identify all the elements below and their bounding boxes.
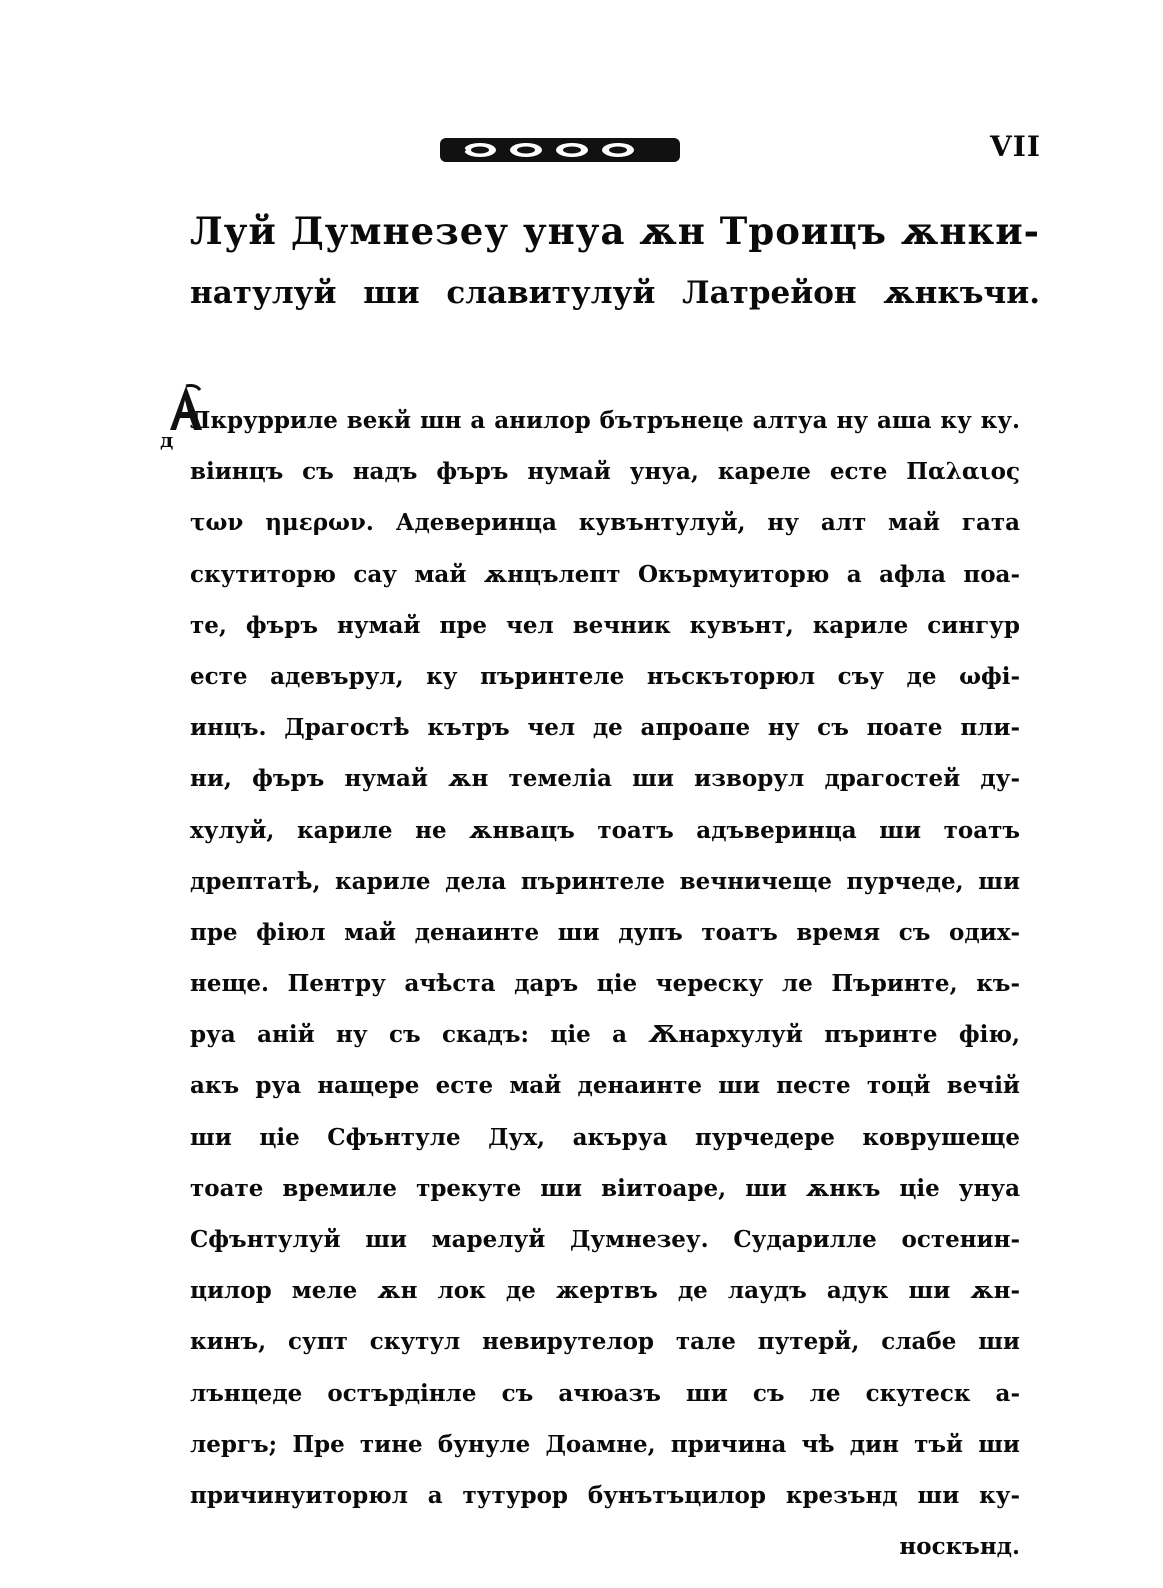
text-line: των ημερων. Адеверинца кувънтулуй, ну алт май гата [190,509,1020,537]
floral-vine-ornament-icon [440,130,680,170]
text-line: Сфънтулуй ши марелуй Думнезеу. Сударилле остенин- [190,1226,1020,1253]
text-line: скутиторю сау май ѫнцълепт Окърмуиторю а афла поа- [190,560,1020,588]
text-line: ни, фъръ нумай ѫн темеліа ши изворул драгостей ду- [190,765,1020,793]
title-line: Луй Думнезеу унуа ѫн Троицъ ѫнки- [190,209,1040,253]
text-line: неще. Пентру ачѣста даръ ціе череску ле Пъринте, къ- [190,970,1020,998]
text-line: те, фъръ нумай пре чел вечник кувънт, кариле сингур [190,611,1020,639]
text-line: инцъ. Драгостѣ кътръ чел де апроапе ну съ поате пли- [190,714,1020,742]
text-line: цилор меле ѫн лок де жертвъ де лаудъ адук ши ѫн- [190,1277,1020,1305]
margin-mark: д [160,428,174,452]
text-line: причинуиторюл а тутурор бунътъцилор крезънд ши ку- [190,1481,1020,1509]
text-line: дрептатѣ, кариле дела пъринтеле вечничеще пурчеде, ши [190,867,1020,895]
text-line: Лкрурриле векй шн а анилор бътрънеце алтуа ну аша ку ку. [190,407,1020,434]
text-line: пре фіюл май денаинте ши дупъ тоатъ время съ одих- [190,918,1020,946]
text-line: лънцеде остърдінле съ ачюазъ ши съ ле скутеск а- [190,1379,1020,1407]
text-line: ши ціе Сфънтуле Дух, акъруа пурчедере коврушеще [190,1123,1020,1151]
text-line: носкънд. [899,1533,1020,1561]
title-line: натулуй ши славитулуй Латрейон ѫнкъчи. [190,275,1040,311]
text-line: тоате времиле трекуте ши віитоаре, ши ѫнкъ ціе унуа [190,1174,1020,1202]
text-line: есте адевърул, ку пъринтеле нъскъторюл съу де ωфі- [190,662,1020,690]
page-title [190,200,1040,324]
page-number: VII [990,130,1041,163]
page-header [0,118,1163,178]
text-line: кинъ, супт скутул невирутелор тале путерй, слабе ши [190,1328,1020,1356]
body-paragraph [190,395,1020,1572]
text-line: акъ руа нащере есте май денаинте ши песте тоцй вечій [190,1072,1020,1100]
text-line: руа аній ну съ скадъ: ціе а Ѫнархулуй пъринте фію, [190,1021,1020,1049]
text-line: хулуй, кариле не ѫнвацъ тоатъ адъверинца ши тоатъ [190,816,1020,844]
text-line: лергъ; Пре тине бунуле Доамне, причина чѣ дин тъй ши [190,1430,1020,1458]
text-line: віинцъ съ надъ фъръ нумай унуа, кареле есте Παλαιος [190,458,1020,486]
